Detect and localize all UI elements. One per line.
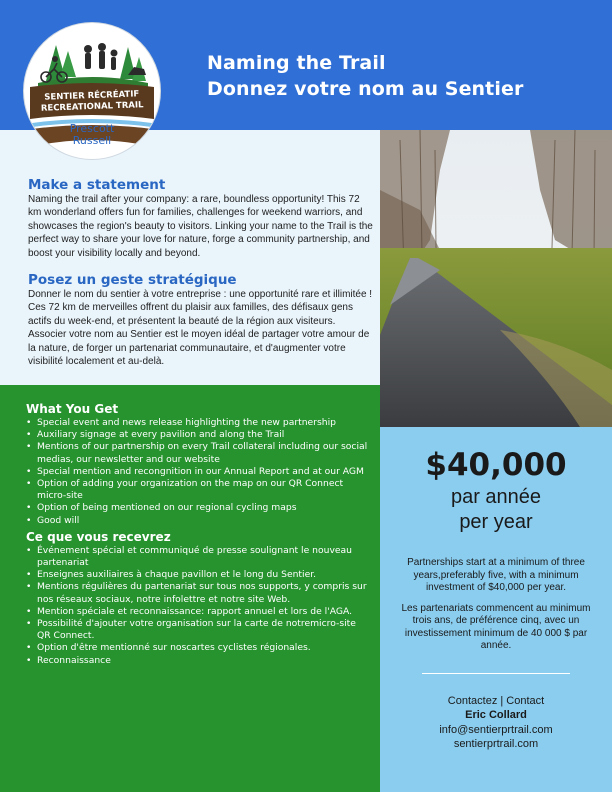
minimum-terms-french: Les partenariats commencent au minimum trois ans, de préférence cinq, avec un investissement minimum de 40 000 $ par année. <box>401 602 591 651</box>
contact-block <box>380 694 612 752</box>
logo-line1: SENTIER RÉCRÉATIF <box>44 89 140 103</box>
heading-posez-geste: Posez un geste stratégique <box>28 272 237 289</box>
list-item: • Option of being mentioned on our regional cycling maps <box>26 502 368 514</box>
list-item: • Option d'être mentionné sur noscartes cyclistes régionales. <box>26 642 368 654</box>
list-item: • Auxiliary signage at every pavilion and along the Trail <box>26 429 368 441</box>
list-item: • Mentions régulières du partenariat sur tous nos supports, y compris sur nos réseaux sociaux, notre infolettre et notre site Web. <box>26 581 368 605</box>
list-item: • Mentions of our partnership on every Trail collateral including our social medias, our newsletter and our website <box>26 441 368 465</box>
list-item: • Special event and news release highlighting the new partnership <box>26 417 368 429</box>
title-french: Donnez votre nom au Sentier <box>207 78 524 100</box>
price-amount: $40,000 <box>425 447 567 483</box>
benefits-list-english <box>26 417 368 527</box>
logo-place2: Russell <box>72 134 112 147</box>
page-title <box>207 50 523 102</box>
list-item: • Special mention and recongnition in our Annual Report and at our AGM <box>26 466 368 478</box>
title-english: Naming the Trail <box>207 52 386 74</box>
contact-website[interactable]: sentierprtrail.com <box>453 738 539 750</box>
contact-name: Eric Collard <box>465 709 527 721</box>
list-item: • Possibilité d'ajouter votre organisation sur la carte de notremicro-site QR Connect. <box>26 618 368 642</box>
contact-label: Contactez | Contact <box>447 694 545 707</box>
list-item: • Événement spécial et communiqué de presse soulignant le nouveau partenariat <box>26 545 368 569</box>
logo-line2: RECREATIONAL TRAIL <box>40 99 144 114</box>
trail-logo <box>24 23 160 159</box>
list-item: • Option of adding your organization on the map on our QR Connect micro-site <box>26 478 368 502</box>
divider <box>422 673 570 674</box>
logo-place <box>24 123 160 147</box>
price-per-year-french: par année <box>450 486 542 508</box>
pricing-panel <box>380 427 612 792</box>
price-per-year-english: per year <box>459 511 533 533</box>
list-item: • Good will <box>26 515 368 527</box>
benefits-list-french <box>26 545 368 667</box>
contact-email[interactable]: info@sentierprtrail.com <box>439 723 553 736</box>
intro-body-french: Donner le nom du sentier à votre entreprise : une opportunité rare et illimitée ! Ces 72 km de merveilles offrent du plaisir aux familles, des défisaux gens actifs du week-end, et présentent la beauté de la région aux visiteurs. Associer votre nom au Sentier est le moyen idéal de partager votre amour de la nature, de forger un partenariat communautaire, et d'augmenter votre visibilité localement et au-delà. <box>28 289 373 368</box>
heading-make-statement: Make a statement <box>28 177 166 193</box>
intro-body-english: Naming the trail after your company: a rare, boundless opportunity! This 72 km wonderland offers fun for families, challenges for weekend warriors, and showcases the region's beauty to visitors. Linking your name to the Trail is the perfect way to share your love for nature, forge a community partnership, and boost your visibility locally and beyond. <box>28 194 373 259</box>
logo-place1: Prescott <box>69 122 115 135</box>
trail-photo-graphic <box>380 130 612 427</box>
intro-section <box>28 177 373 368</box>
list-item: • Mention spéciale et reconnaissance: rapport annuel et lors de l'AGA. <box>26 606 368 618</box>
trail-photo <box>380 130 612 427</box>
list-item: • Reconnaissance <box>26 655 368 667</box>
list-item: • Enseignes auxiliaires à chaque pavillon et le long du Sentier. <box>26 569 368 581</box>
heading-what-you-get: What You Get <box>26 402 119 416</box>
heading-ce-que-vous-recevrez: Ce que vous recevrez <box>26 529 171 544</box>
benefits-panel <box>0 385 380 792</box>
benefits-content <box>26 402 368 667</box>
minimum-terms-english: Partnerships start at a minimum of three years,preferably five, with a minimum investment of $40,000 per year. <box>407 557 585 593</box>
